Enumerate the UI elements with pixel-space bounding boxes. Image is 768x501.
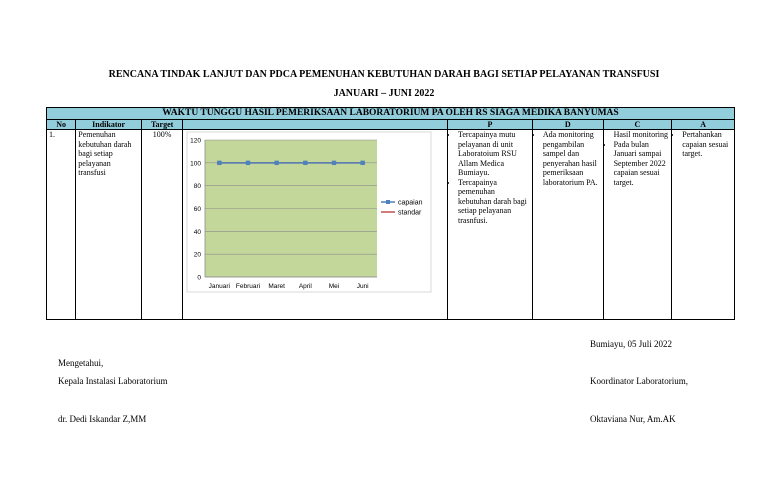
x-tick-label: Februari (236, 283, 261, 290)
document-period: JANUARI – JUNI 2022 (333, 88, 435, 99)
mengetahui-label: Mengetahui, (58, 358, 104, 368)
cell-no: 1. (47, 130, 76, 320)
y-tick-label: 60 (194, 206, 202, 213)
left-name: dr. Dedi Iskandar Z,MM (58, 414, 147, 424)
x-tick-label: April (299, 283, 313, 290)
x-tick-label: Maret (268, 283, 286, 290)
legend-label: capaian (398, 199, 423, 207)
cell-indikator: Pemenuhan kebutuhan darah bagi setiap pelayanan transfusi (76, 130, 142, 320)
data-point (217, 161, 221, 165)
list-item: • Tercapainya pemenuhan kebutuhan darah bagi setiap pelayanan trasnfusi. (458, 178, 530, 226)
line-chart (183, 130, 445, 319)
cell-c-text: Hasil monitoring (613, 130, 669, 139)
cell-target: 100% (141, 130, 182, 320)
table-row (47, 130, 735, 320)
table-band-title: WAKTU TUNGGU HASIL PEMERIKSAAN LABORATORIUM PA OLEH RS SIAGA MEDIKA BANYUMAS (47, 108, 735, 120)
y-tick-label: 20 (194, 251, 202, 259)
header-no: No (47, 120, 76, 130)
list-item: • Tercapainya mutu pelayanan di unit Laboratoium RSU Allam Medica Bumiayu. (458, 130, 530, 178)
x-tick-label: Mei (329, 283, 340, 290)
pdca-table (46, 107, 735, 320)
y-tick-label: 120 (190, 137, 202, 145)
cell-p (448, 130, 533, 320)
header-c: C (603, 120, 672, 130)
legend-marker (386, 200, 390, 204)
list-item: • Pada bulan Januari sampai September 2022 capaian sesuai target. (614, 140, 670, 188)
y-tick-label: 40 (194, 228, 202, 236)
header-d: D (532, 120, 603, 130)
header-chart (183, 120, 448, 130)
y-tick-label: 100 (190, 160, 202, 168)
left-role: Kepala Instalasi Laboratorium (58, 376, 168, 386)
place-date: Bumiayu, 05 Juli 2022 (590, 339, 673, 349)
data-point (332, 161, 336, 165)
y-tick-label: 0 (197, 274, 202, 282)
header-indikator: Indikator (76, 120, 142, 130)
legend-label: standar (398, 209, 422, 217)
cell-c (603, 130, 672, 320)
cell-chart (183, 130, 448, 320)
right-name: Oktaviana Nur, Am.AK (590, 414, 676, 424)
x-tick-label: Juni (357, 283, 369, 290)
header-p: P (448, 120, 533, 130)
data-point (275, 161, 279, 165)
cell-d (532, 130, 603, 320)
list-item: • Pertahankan capaian sesuai target. (682, 130, 732, 159)
header-a: A (672, 120, 735, 130)
x-tick-label: Januari (209, 283, 231, 290)
header-target: Target (141, 120, 182, 130)
document-title: RENCANA TINDAK LANJUT DAN PDCA PEMENUHAN KEBUTUHAN DARAH BAGI SETIAP PELAYANAN TRANSFUSI (108, 69, 660, 80)
list-item: • Ada monitoring pengambilan sampel dan penyerahan hasil pemeriksaan laboratorium PA. (543, 130, 601, 187)
right-role: Koordinator Laboratorium, (590, 376, 688, 386)
data-point (303, 161, 307, 165)
data-point (246, 161, 250, 165)
cell-a (672, 130, 735, 320)
y-tick-label: 80 (194, 183, 202, 191)
data-point (361, 161, 365, 165)
